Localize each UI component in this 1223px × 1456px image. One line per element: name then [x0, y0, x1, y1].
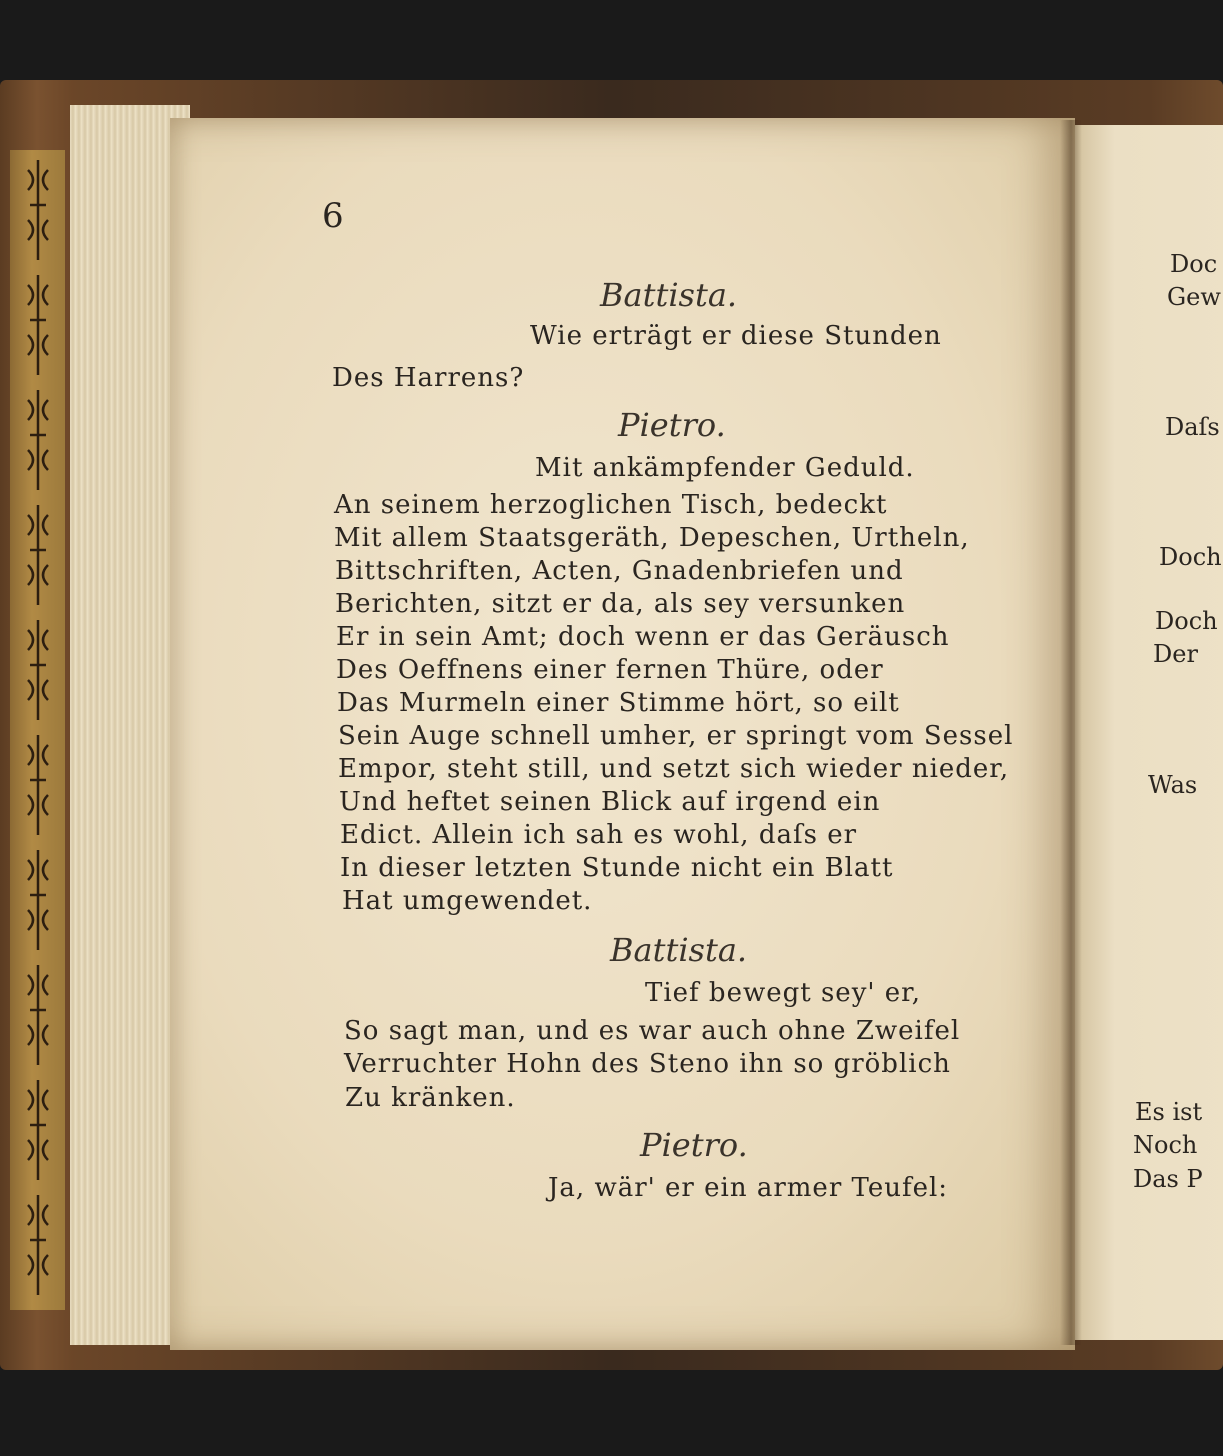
spine-strip [10, 150, 65, 1310]
verse-line: Verruchter Hohn des Steno ihn so gröblich [344, 1049, 951, 1079]
next-page-fragment: Doc [1170, 250, 1218, 278]
page-gutter [1060, 120, 1082, 1345]
verse-line: Er in sein Amt; doch wenn er das Geräusch [336, 622, 950, 652]
verse-line: Berichten, sitzt er da, als sey versunken [335, 589, 906, 619]
verse-line: An seinem herzoglichen Tisch, bedeckt [334, 490, 888, 520]
next-page-fragment: Es ist [1135, 1098, 1203, 1126]
verse-line: Des Harrens? [332, 363, 525, 393]
verse-line: Edict. Allein ich sah es wohl, daſs er [340, 820, 858, 850]
verse-line: Tief bewegt sey' er, [645, 978, 922, 1008]
page-number: 6 [322, 196, 344, 236]
next-page-fragment: Doch [1159, 543, 1222, 571]
next-page-fragment: Der [1153, 640, 1198, 668]
next-page-fragment: Das P [1133, 1165, 1203, 1193]
next-page-fragment: Gew [1167, 283, 1221, 311]
next-page [1075, 125, 1223, 1340]
speaker-name: Battista. [600, 276, 738, 314]
speaker-name: Pietro. [640, 1126, 748, 1164]
next-page-fragment: Was [1148, 771, 1198, 799]
speaker-name: Pietro. [618, 406, 726, 444]
verse-line: Sein Auge schnell umher, er springt vom Sessel [338, 721, 1014, 751]
verse-line: Bittschriften, Acten, Gnadenbriefen und [335, 556, 904, 586]
verse-line: Des Oeffnens einer fernen Thüre, oder [336, 655, 884, 685]
spine-ornament-icon [10, 150, 65, 1310]
verse-line: Ja, wär' er ein armer Teufel: [548, 1173, 949, 1203]
verse-line: So sagt man, und es war auch ohne Zweifel [344, 1016, 961, 1046]
verse-line: Mit allem Staatsgeräth, Depeschen, Urtheln, [334, 523, 970, 553]
verse-line: Und heftet seinen Blick auf irgend ein [339, 787, 881, 817]
next-page-fragment: Daſs [1165, 413, 1220, 441]
verse-line: Hat umgewendet. [342, 886, 593, 916]
verse-line: Wie erträgt er diese Stunden [530, 321, 942, 351]
next-page-fragment: Noch [1133, 1131, 1198, 1159]
verse-line: Zu kränken. [345, 1083, 516, 1113]
verse-line: Mit ankämpfender Geduld. [535, 453, 915, 483]
verse-line: Empor, steht still, und setzt sich wieder nieder, [338, 754, 1010, 784]
next-page-fragment: Doch [1155, 607, 1218, 635]
verse-line: Das Murmeln einer Stimme hört, so eilt [337, 688, 900, 718]
speaker-name: Battista. [610, 931, 748, 969]
book-page [170, 118, 1075, 1350]
verse-line: In dieser letzten Stunde nicht ein Blatt [340, 853, 894, 883]
